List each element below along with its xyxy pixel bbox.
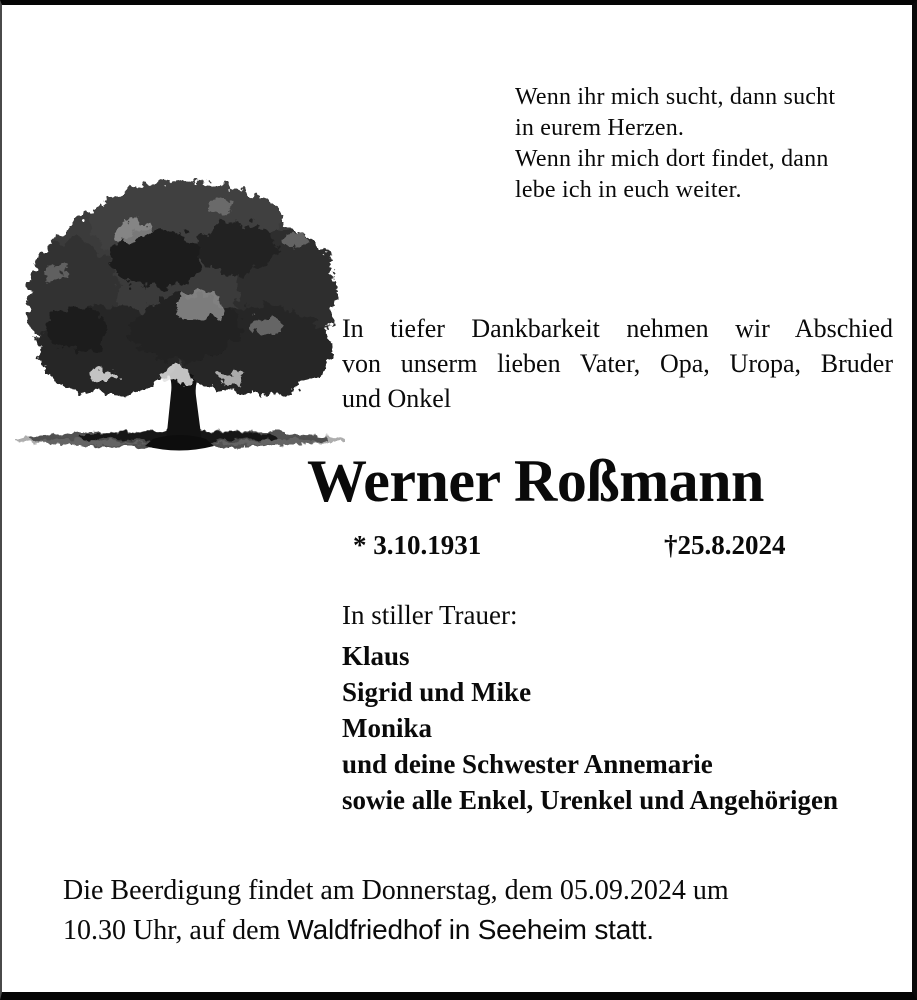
intro-line: von unserm lieben Vater, Opa, Uropa, Bruder xyxy=(342,349,893,378)
mourner-line: sowie alle Enkel, Urenkel und Angehörigen xyxy=(342,785,839,815)
intro-line: und Onkel xyxy=(342,384,452,413)
funeral-info xyxy=(63,871,853,950)
funeral-line-2 xyxy=(63,910,853,950)
death-date: †25.8.2024 xyxy=(664,530,786,560)
funeral-line-2-sans: Waldfriedhof in Seeheim statt. xyxy=(287,914,654,945)
life-dates xyxy=(0,529,917,561)
memorial-poem xyxy=(515,82,835,206)
poem-line: Wenn ihr mich dort findet, dann xyxy=(515,146,829,172)
birth-date: * 3.10.1931 xyxy=(353,530,482,560)
mourner-line: Sigrid und Mike xyxy=(342,677,532,707)
tree-photo xyxy=(15,178,345,456)
funeral-line-1: Die Beerdigung findet am Donnerstag, dem 05.09.2024 um xyxy=(63,875,729,906)
funeral-line-2-serif: 10.30 Uhr, auf dem xyxy=(63,915,288,946)
mourners-list xyxy=(342,638,838,818)
mourner-line: Klaus xyxy=(342,641,410,671)
poem-line: in eurem Herzen. xyxy=(515,115,685,141)
mourning-label: In stiller Trauer: xyxy=(342,600,518,630)
mourner-line: und deine Schwester Annemarie xyxy=(342,749,713,779)
intro-paragraph xyxy=(342,311,893,416)
mourner-line: Monika xyxy=(342,713,433,743)
tree-image xyxy=(15,178,345,456)
intro-line: In tiefer Dankbarkeit nehmen wir Abschied xyxy=(342,314,893,343)
deceased-name: Werner Roßmann xyxy=(307,448,764,514)
poem-line: lebe ich in euch weiter. xyxy=(515,177,742,203)
tree-canopy xyxy=(27,182,337,395)
poem-line: Wenn ihr mich sucht, dann sucht xyxy=(515,84,836,110)
